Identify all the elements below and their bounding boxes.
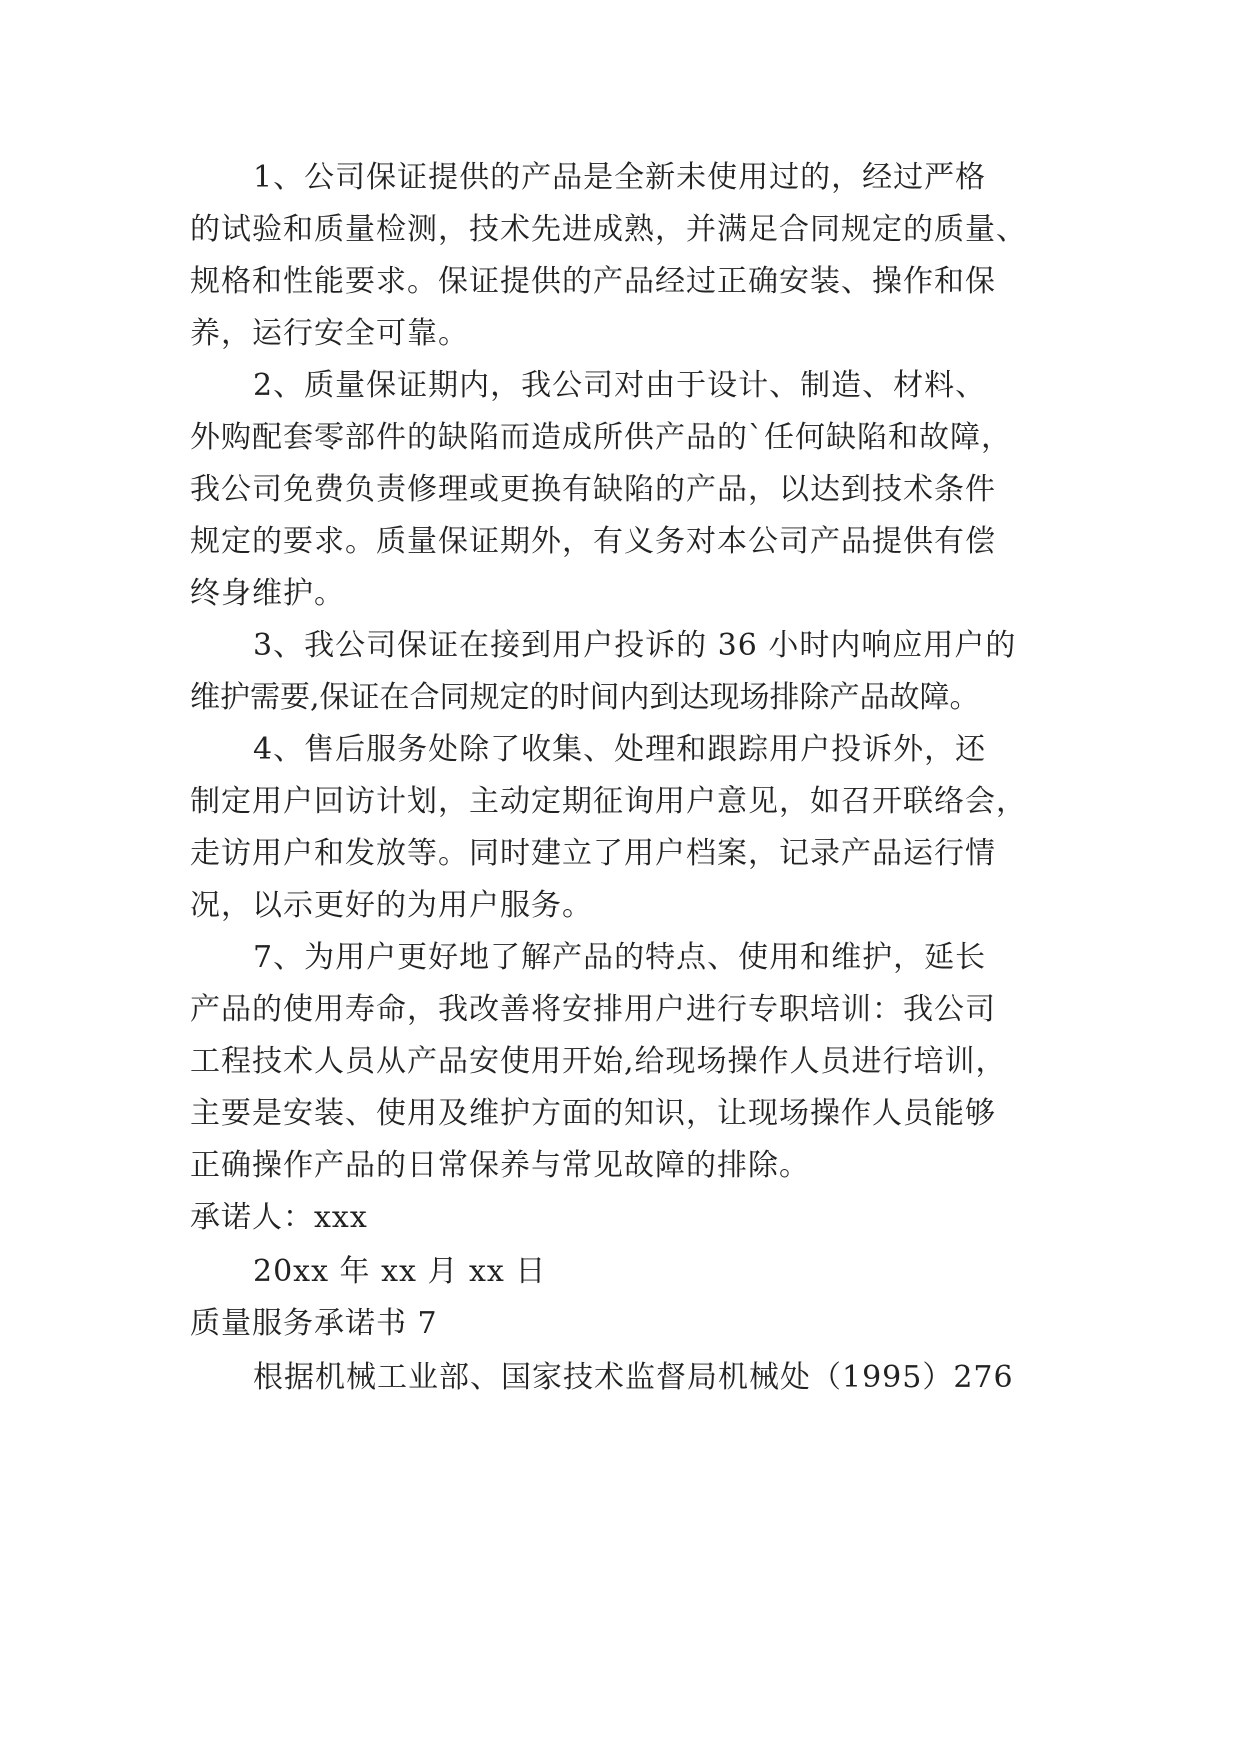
paragraph-5-line-1: 7、为用户更好地了解产品的特点、使用和维护，延长 [253, 940, 987, 975]
continuation-line: 根据机械工业部、国家技术监督局机械处（1995）276 [253, 1360, 1014, 1395]
paragraph-5-line-4: 主要是安装、使用及维护方面的知识，让现场操作人员能够 [190, 1096, 996, 1131]
paragraph-1-line-2: 的试验和质量检测，技术先进成熟，并满足合同规定的质量、 [190, 212, 1027, 247]
paragraph-2-line-3: 我公司免费负责修理或更换有缺陷的产品，以达到技术条件 [190, 472, 996, 507]
paragraph-4-line-3: 走访用户和发放等。同时建立了用户档案，记录产品运行情 [190, 836, 996, 871]
paragraph-1-line-3: 规格和性能要求。保证提供的产品经过正确安装、操作和保 [190, 264, 996, 299]
paragraph-2-line-1: 2、质量保证期内，我公司对由于设计、制造、材料、 [253, 368, 987, 403]
paragraph-3-line-2: 维护需要,保证在合同规定的时间内到达现场排除产品故障。 [190, 680, 980, 715]
paragraph-1-line-1: 1、公司保证提供的产品是全新未使用过的，经过严格 [253, 160, 987, 195]
paragraph-4-line-4: 况，以示更好的为用户服务。 [190, 888, 593, 923]
date-line: 20xx 年 xx 月 xx 日 [253, 1254, 547, 1289]
paragraph-2-line-2: 外购配套零部件的缺陷而造成所供产品的`任何缺陷和故障， [190, 420, 1012, 455]
promiser-line: 承诺人：xxx [190, 1200, 368, 1235]
paragraph-5-line-5: 正确操作产品的日常保养与常见故障的排除。 [190, 1148, 810, 1183]
paragraph-1-line-4: 养，运行安全可靠。 [190, 316, 469, 351]
paragraph-5-line-2: 产品的使用寿命，我改善将安排用户进行专职培训：我公司 [190, 992, 996, 1027]
section-heading: 质量服务承诺书 7 [190, 1306, 438, 1341]
paragraph-2-line-4: 规定的要求。质量保证期外，有义务对本公司产品提供有偿 [190, 524, 996, 559]
paragraph-4-line-1: 4、售后服务处除了收集、处理和跟踪用户投诉外，还 [253, 732, 987, 767]
paragraph-5-line-3: 工程技术人员从产品安使用开始,给现场操作人员进行培训， [190, 1044, 1007, 1079]
paragraph-4-line-2: 制定用户回访计划，主动定期征询用户意见，如召开联络会， [190, 784, 1027, 819]
paragraph-2-line-5: 终身维护。 [190, 576, 345, 611]
paragraph-3-line-1: 3、我公司保证在接到用户投诉的 36 小时内响应用户的 [253, 628, 1017, 663]
